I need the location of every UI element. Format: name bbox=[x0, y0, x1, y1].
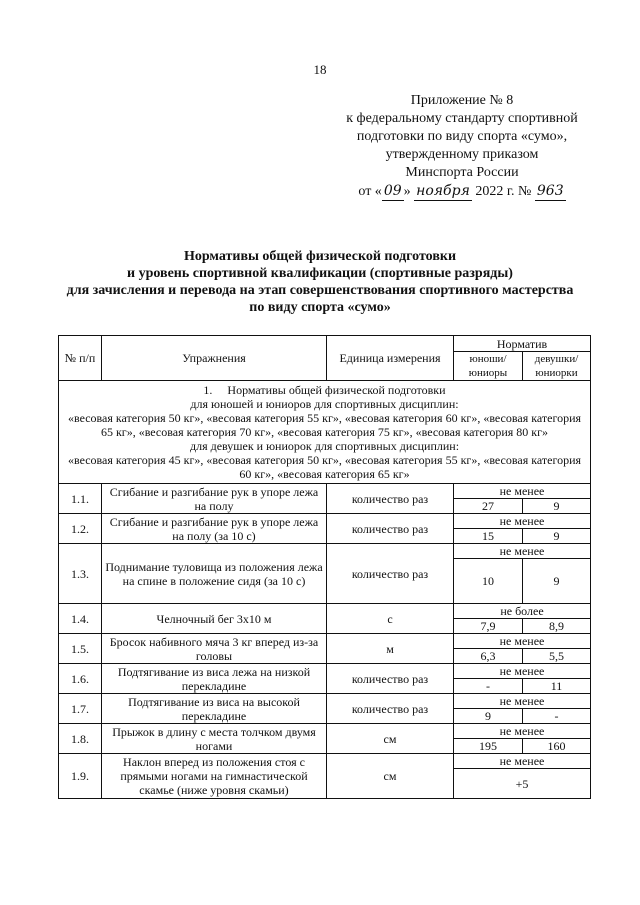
header-boys: юноши/ юниоры bbox=[454, 352, 523, 381]
row-exercise: Наклон вперед из положения стоя с прямыми ногами на гимнастической скамье (ниже уровня скамьи) bbox=[102, 754, 327, 799]
row-condition: не менее bbox=[454, 544, 591, 559]
row-girls-value: 160 bbox=[523, 739, 591, 754]
annex-block bbox=[322, 92, 602, 201]
row-both-value: +5 bbox=[454, 769, 591, 799]
section-title: Нормативы общей физической подготовки bbox=[227, 383, 446, 397]
row-unit: количество раз bbox=[327, 514, 454, 544]
section-number: 1. bbox=[203, 383, 213, 397]
section-cell bbox=[59, 381, 591, 484]
row-boys-value: 15 bbox=[454, 529, 523, 544]
standards-table bbox=[58, 335, 591, 799]
date-day: 09 bbox=[383, 183, 402, 199]
row-exercise: Сгибание и разгибание рук в упоре лежа на полу (за 10 с) bbox=[102, 514, 327, 544]
table-row bbox=[59, 484, 591, 499]
row-num: 1.8. bbox=[59, 724, 102, 754]
row-boys-value: 6,3 bbox=[454, 649, 523, 664]
row-condition: не менее bbox=[454, 634, 591, 649]
header-girls: девушки/ юниорки bbox=[523, 352, 591, 381]
header-num: № п/п bbox=[59, 336, 102, 381]
section-boys-intro: для юношей и юниоров для спортивных дисциплин: bbox=[190, 397, 459, 411]
section-girls-intro: для девушек и юниорок для спортивных дисциплин: bbox=[189, 439, 460, 453]
row-condition: не менее bbox=[454, 484, 591, 499]
row-girls-value: 9 bbox=[523, 529, 591, 544]
header-unit: Единица измерения bbox=[327, 336, 454, 381]
row-condition: не менее bbox=[454, 514, 591, 529]
row-exercise: Челночный бег 3х10 м bbox=[102, 604, 327, 634]
date-year: 2022 г. № bbox=[475, 184, 532, 199]
row-num: 1.2. bbox=[59, 514, 102, 544]
section-heading bbox=[63, 383, 586, 397]
annex-line: Приложение № 8 bbox=[410, 93, 514, 108]
table-row bbox=[59, 604, 591, 619]
row-girls-value: 5,5 bbox=[523, 649, 591, 664]
row-exercise: Подтягивание из виса лежа на низкой перекладине bbox=[102, 664, 327, 694]
table-row bbox=[59, 724, 591, 739]
row-unit: м bbox=[327, 634, 454, 664]
row-girls-value: 9 bbox=[523, 559, 591, 604]
annex-date bbox=[322, 182, 602, 201]
header-norm: Норматив bbox=[454, 336, 591, 352]
row-boys-value: 27 bbox=[454, 499, 523, 514]
date-number: 963 bbox=[536, 183, 564, 199]
document-title bbox=[40, 248, 600, 316]
table-row bbox=[59, 634, 591, 649]
date-prefix: от « bbox=[358, 184, 382, 199]
annex-line: подготовки по виду спорта «сумо», bbox=[356, 129, 568, 144]
row-num: 1.3. bbox=[59, 544, 102, 604]
row-girls-value: 11 bbox=[523, 679, 591, 694]
row-exercise: Сгибание и разгибание рук в упоре лежа на полу bbox=[102, 484, 327, 514]
row-num: 1.5. bbox=[59, 634, 102, 664]
annex-line: утвержденному приказом bbox=[385, 147, 539, 162]
row-exercise: Подтягивание из виса на высокой перекладине bbox=[102, 694, 327, 724]
annex-line: к федеральному стандарту спортивной bbox=[346, 111, 578, 126]
title-line: Нормативы общей физической подготовки bbox=[183, 249, 457, 264]
header-row bbox=[59, 336, 591, 352]
table-row bbox=[59, 514, 591, 529]
row-num: 1.7. bbox=[59, 694, 102, 724]
section-boys-categories: «весовая категория 50 кг», «весовая категория 55 кг», «весовая категория 60 кг», «весовая категория 65 кг», «весовая категория 70 кг», «весовая категория 75 кг», «весовая категория 80 кг» bbox=[67, 411, 582, 439]
table-row bbox=[59, 694, 591, 709]
date-mid: » bbox=[403, 184, 411, 199]
row-boys-value: 9 bbox=[454, 709, 523, 724]
row-num: 1.6. bbox=[59, 664, 102, 694]
row-unit: с bbox=[327, 604, 454, 634]
title-line: для зачисления и перевода на этап совершенствования спортивного мастерства bbox=[66, 283, 574, 298]
row-condition: не менее bbox=[454, 724, 591, 739]
row-unit: см bbox=[327, 724, 454, 754]
row-num: 1.1. bbox=[59, 484, 102, 514]
row-condition: не менее bbox=[454, 754, 591, 769]
row-num: 1.9. bbox=[59, 754, 102, 799]
row-unit: количество раз bbox=[327, 664, 454, 694]
header-exercise: Упражнения bbox=[102, 336, 327, 381]
row-exercise: Поднимание туловища из положения лежа на спине в положение сидя (за 10 с) bbox=[102, 544, 327, 604]
row-num: 1.4. bbox=[59, 604, 102, 634]
table-row bbox=[59, 754, 591, 769]
row-unit: см bbox=[327, 754, 454, 799]
title-line: по виду спорта «сумо» bbox=[249, 300, 391, 315]
section-girls-categories: «весовая категория 45 кг», «весовая категория 50 кг», «весовая категория 55 кг», «весовая категория 60 кг», «весовая категория 65 кг» bbox=[67, 453, 582, 481]
row-exercise: Бросок набивного мяча 3 кг вперед из-за головы bbox=[102, 634, 327, 664]
row-unit: количество раз bbox=[327, 544, 454, 604]
table-row bbox=[59, 544, 591, 559]
row-boys-value: 10 bbox=[454, 559, 523, 604]
row-condition: не менее bbox=[454, 694, 591, 709]
row-girls-value: 9 bbox=[523, 499, 591, 514]
table-row bbox=[59, 664, 591, 679]
row-boys-value: 195 bbox=[454, 739, 523, 754]
date-month: ноября bbox=[416, 183, 470, 199]
annex-line: Минспорта России bbox=[405, 165, 519, 180]
row-condition: не менее bbox=[454, 664, 591, 679]
page-number: 18 bbox=[313, 62, 327, 77]
section-row bbox=[59, 381, 591, 484]
title-line: и уровень спортивной квалификации (спортивные разряды) bbox=[127, 266, 513, 281]
row-boys-value: - bbox=[454, 679, 523, 694]
row-boys-value: 7,9 bbox=[454, 619, 523, 634]
row-girls-value: 8,9 bbox=[523, 619, 591, 634]
row-girls-value: - bbox=[523, 709, 591, 724]
row-unit: количество раз bbox=[327, 484, 454, 514]
row-condition: не более bbox=[454, 604, 591, 619]
row-unit: количество раз bbox=[327, 694, 454, 724]
row-exercise: Прыжок в длину с места толчком двумя ногами bbox=[102, 724, 327, 754]
